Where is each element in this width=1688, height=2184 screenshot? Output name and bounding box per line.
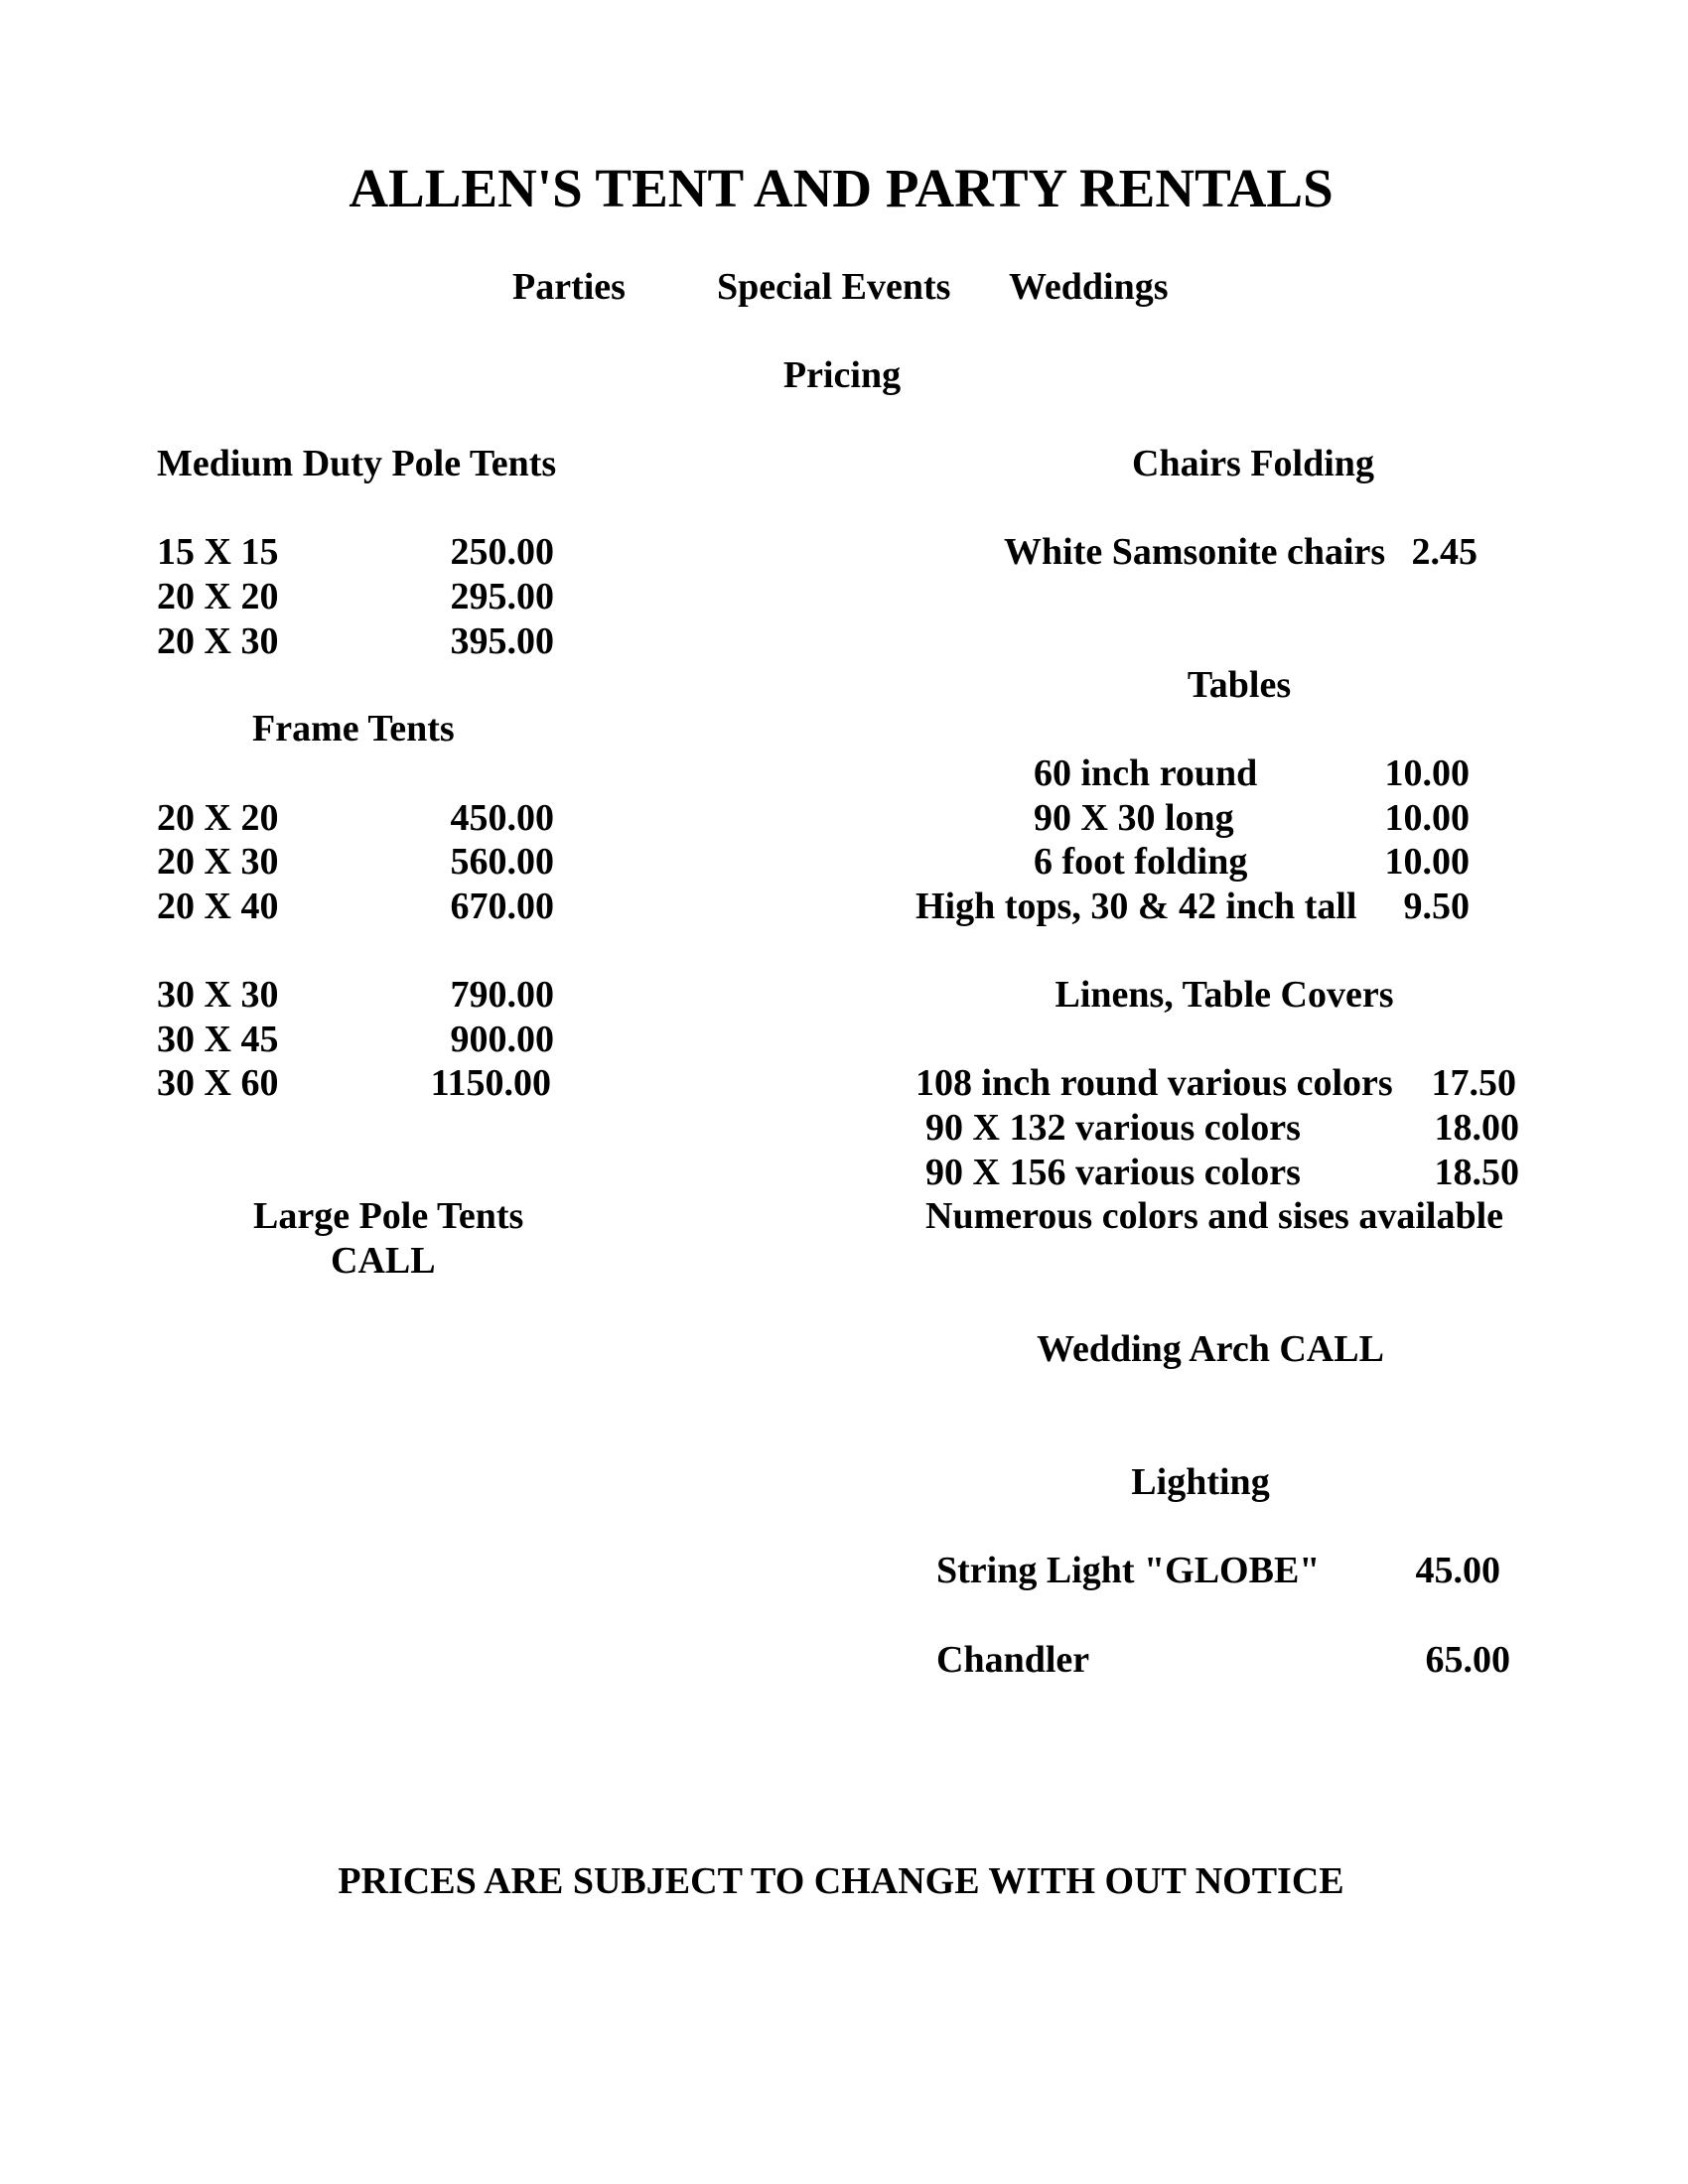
linen-item-price: 18.00 [1434, 1107, 1519, 1149]
table-item-name: High tops, 30 & 42 inch tall [915, 886, 1357, 927]
table-item-name: 60 inch round [1034, 752, 1258, 794]
frame-tent-price: 790.00 [450, 974, 554, 1016]
lighting-item-name: String Light "GLOBE" [936, 1550, 1321, 1591]
frame-tent-price: 1150.00 [430, 1062, 551, 1104]
table-item-price: 10.00 [1384, 841, 1470, 883]
page-title: ALLEN'S TENT AND PARTY RENTALS [349, 158, 1334, 218]
lighting-item-name: Chandler [936, 1639, 1090, 1681]
lighting-item-price: 65.00 [1425, 1639, 1510, 1681]
table-item-name: 6 foot folding [1034, 841, 1248, 883]
frame-tent-size: 30 X 60 [157, 1062, 279, 1104]
medium-pole-size: 20 X 30 [157, 620, 279, 662]
frame-tent-size: 30 X 30 [157, 974, 279, 1016]
frame-tent-price: 670.00 [450, 886, 554, 927]
medium-pole-size: 15 X 15 [157, 531, 279, 573]
frame-tent-size: 20 X 40 [157, 886, 279, 927]
frame-tent-price: 450.00 [450, 797, 554, 839]
tables-heading: Tables [1187, 664, 1292, 706]
medium-pole-price: 395.00 [450, 620, 554, 662]
frame-tent-size: 20 X 20 [157, 797, 279, 839]
linen-item-name: 90 X 156 various colors [925, 1152, 1301, 1193]
chairs-heading: Chairs Folding [1132, 443, 1374, 484]
table-item-name: 90 X 30 long [1034, 797, 1234, 839]
frame-tent-price: 900.00 [450, 1019, 554, 1060]
price-notice: PRICES ARE SUBJECT TO CHANGE WITH OUT NOTICE [338, 1860, 1344, 1902]
wedding-arch: Wedding Arch CALL [1037, 1328, 1384, 1370]
frame-tent-size: 20 X 30 [157, 841, 279, 883]
lighting-heading: Lighting [1131, 1461, 1270, 1503]
chair-item-price: 2.45 [1411, 531, 1477, 573]
table-item-price: 9.50 [1403, 886, 1470, 927]
lighting-item-price: 45.00 [1415, 1550, 1500, 1591]
linens-heading: Linens, Table Covers [1055, 974, 1394, 1016]
pricing-heading: Pricing [782, 354, 902, 396]
medium-pole-tents-heading: Medium Duty Pole Tents [157, 443, 557, 484]
category-parties: Parties [512, 266, 626, 308]
linen-item-price: 18.50 [1434, 1152, 1519, 1193]
table-item-price: 10.00 [1384, 797, 1470, 839]
linens-note: Numerous colors and sises available [925, 1195, 1504, 1237]
large-pole-tents-heading: Large Pole Tents [253, 1195, 524, 1237]
medium-pole-size: 20 X 20 [157, 576, 279, 617]
frame-tent-size: 30 X 45 [157, 1019, 279, 1060]
medium-pole-price: 295.00 [450, 576, 554, 617]
large-pole-tents-call: CALL [331, 1240, 436, 1282]
category-weddings: Weddings [1009, 266, 1169, 308]
category-special-events: Special Events [717, 266, 951, 308]
medium-pole-price: 250.00 [450, 531, 554, 573]
chair-item-name: White Samsonite chairs [1004, 531, 1386, 573]
table-item-price: 10.00 [1384, 752, 1470, 794]
linen-item-name: 90 X 132 various colors [925, 1107, 1301, 1149]
linen-item-name: 108 inch round various colors [915, 1062, 1393, 1104]
linen-item-price: 17.50 [1431, 1062, 1516, 1104]
frame-tent-price: 560.00 [450, 841, 554, 883]
frame-tents-heading: Frame Tents [252, 708, 455, 750]
